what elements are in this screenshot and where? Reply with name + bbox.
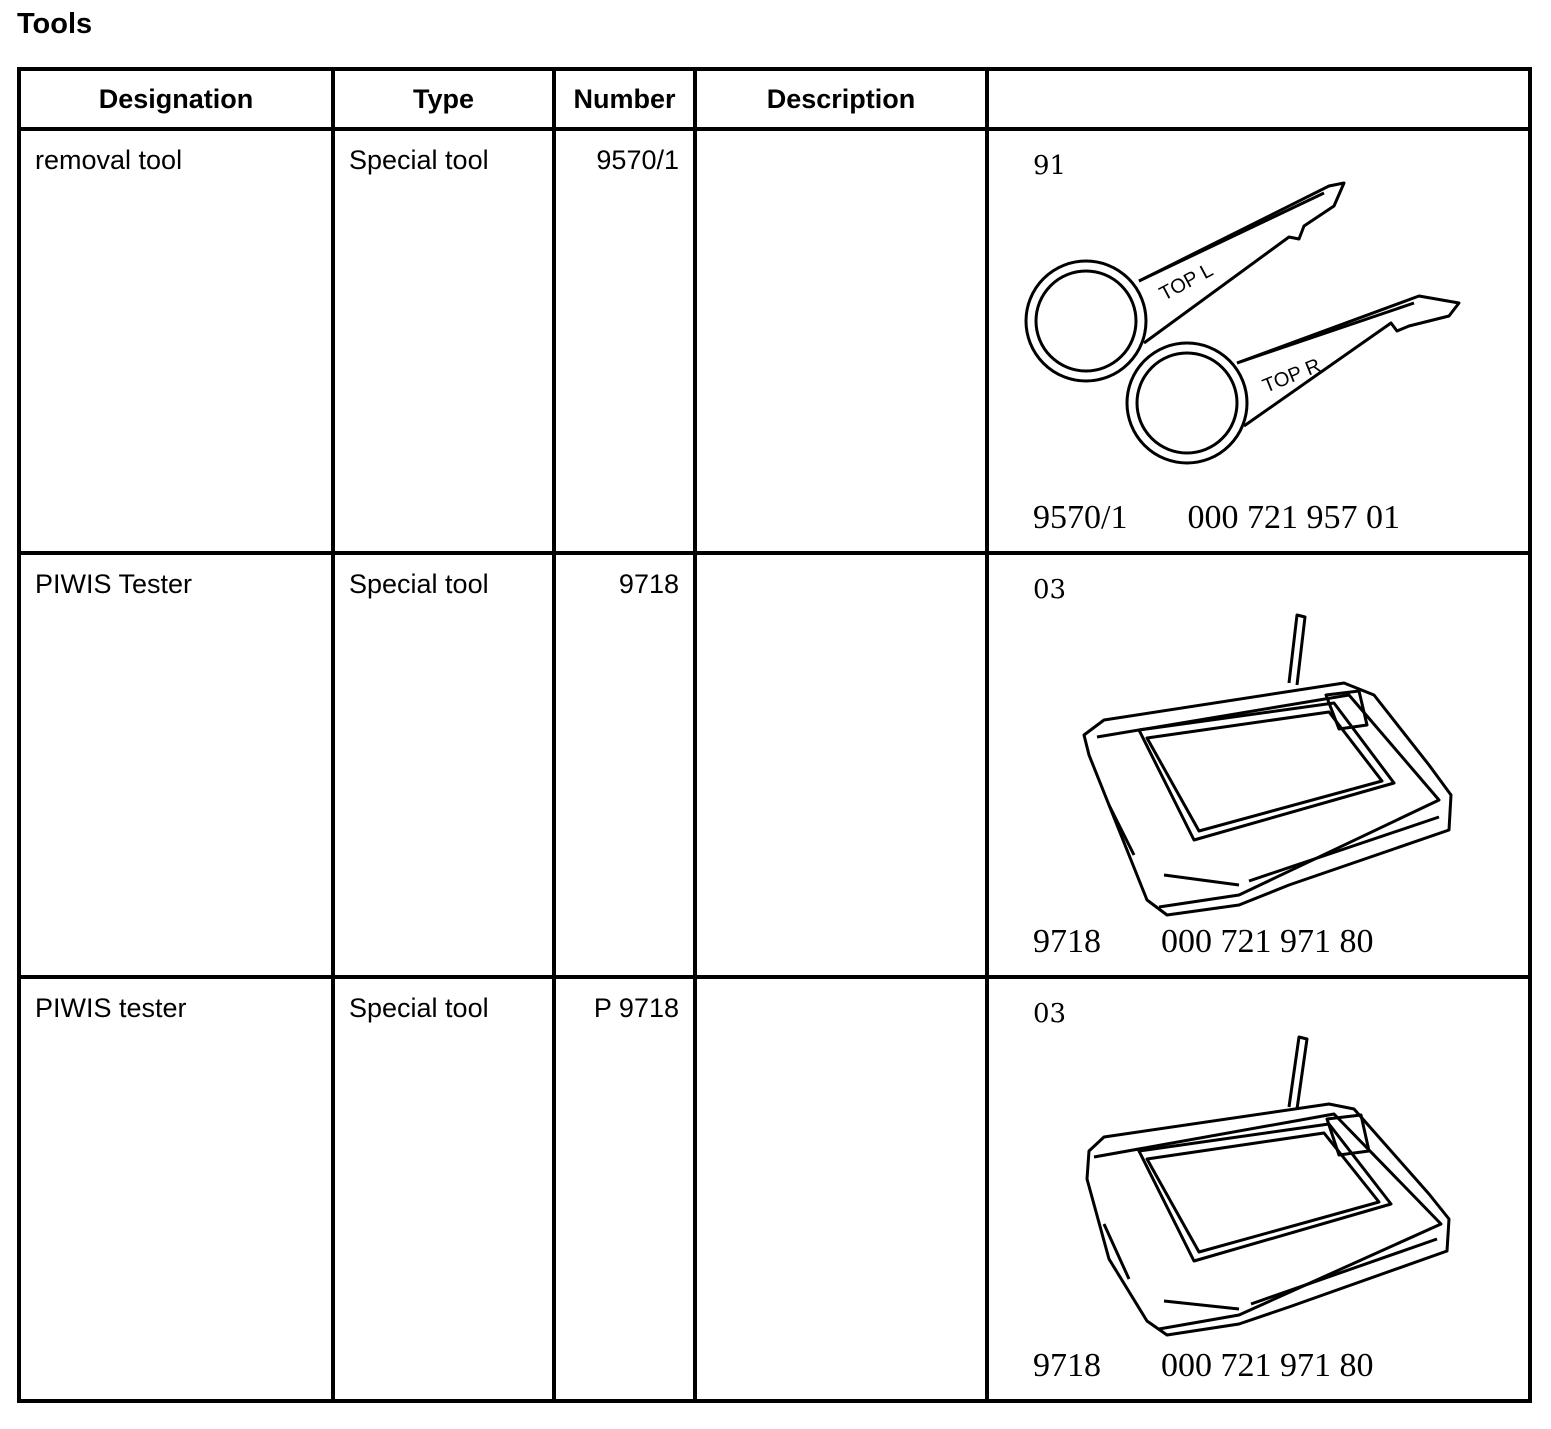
table-row bbox=[19, 977, 1530, 1401]
caption-part-number: 000 721 957 01 bbox=[1187, 499, 1400, 536]
cell-designation bbox=[19, 553, 333, 977]
caption-number: 9570/1 bbox=[1033, 499, 1128, 536]
description-text bbox=[697, 555, 985, 569]
type-text: Special tool bbox=[349, 145, 489, 175]
cell-image bbox=[987, 553, 1530, 977]
header-image bbox=[987, 69, 1530, 129]
caption-part-number: 000 721 971 80 bbox=[1161, 923, 1374, 960]
top-r-label: TOP R bbox=[1259, 354, 1324, 398]
header-type: Type bbox=[333, 69, 554, 129]
type-text: Special tool bbox=[349, 993, 489, 1023]
cell-type bbox=[333, 553, 554, 977]
cell-description bbox=[695, 977, 987, 1401]
number-text: 9718 bbox=[618, 569, 679, 599]
tool-figure bbox=[989, 555, 1528, 975]
caption-part-number: 000 721 971 80 bbox=[1161, 1347, 1374, 1384]
cell-image bbox=[987, 977, 1530, 1401]
figure-caption bbox=[1033, 1347, 1374, 1385]
designation-text: PIWIS tester bbox=[35, 993, 187, 1023]
figure-caption bbox=[1033, 499, 1400, 537]
caption-number: 9718 bbox=[1033, 923, 1101, 960]
tool-figure bbox=[989, 131, 1528, 551]
tools-table bbox=[17, 67, 1532, 1403]
number-text: 9570/1 bbox=[596, 145, 679, 175]
figure-caption bbox=[1033, 923, 1374, 961]
figure-code: 91 bbox=[1033, 151, 1067, 181]
cell-description bbox=[695, 129, 987, 553]
header-number: Number bbox=[554, 69, 695, 129]
cell-number bbox=[554, 129, 695, 553]
page-title: Tools bbox=[17, 8, 93, 40]
cell-designation bbox=[19, 977, 333, 1401]
piwis-tester-icon bbox=[989, 555, 1524, 975]
table-header-row bbox=[19, 69, 1530, 129]
type-text: Special tool bbox=[349, 569, 489, 599]
header-designation: Designation bbox=[19, 69, 333, 129]
designation-text: removal tool bbox=[35, 145, 183, 175]
description-text bbox=[697, 131, 985, 145]
header-description: Description bbox=[695, 69, 987, 129]
description-text bbox=[697, 979, 985, 993]
cell-image bbox=[987, 129, 1530, 553]
tool-figure bbox=[989, 979, 1528, 1399]
cell-number bbox=[554, 553, 695, 977]
top-l-label: TOP L bbox=[1156, 259, 1217, 306]
number-text: P 9718 bbox=[593, 993, 679, 1023]
table-row bbox=[19, 129, 1530, 553]
caption-number: 9718 bbox=[1033, 1347, 1101, 1384]
piwis-tester-icon bbox=[989, 979, 1524, 1399]
table-row bbox=[19, 553, 1530, 977]
cell-designation bbox=[19, 129, 333, 553]
cell-type bbox=[333, 129, 554, 553]
designation-text: PIWIS Tester bbox=[35, 569, 193, 599]
cell-type bbox=[333, 977, 554, 1401]
figure-code: 03 bbox=[1033, 999, 1067, 1029]
cell-number bbox=[554, 977, 695, 1401]
cell-description bbox=[695, 553, 987, 977]
removal-tool-icon bbox=[989, 131, 1524, 551]
figure-code: 03 bbox=[1033, 575, 1067, 605]
